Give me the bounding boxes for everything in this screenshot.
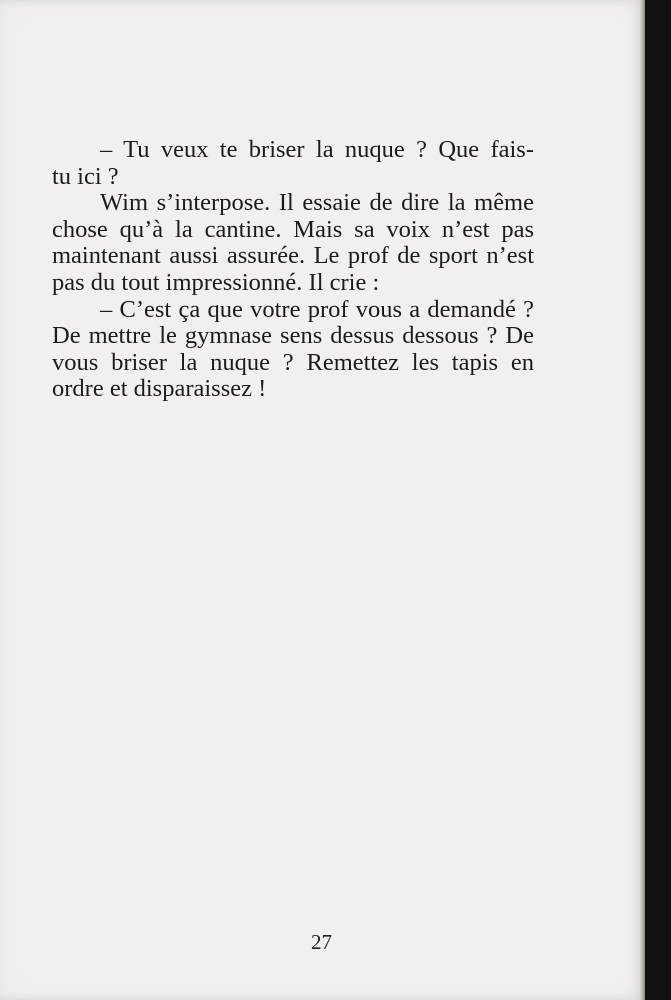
body-text bbox=[52, 137, 534, 403]
text-line: pas du tout impressionné. Il crie : bbox=[52, 268, 380, 296]
text-line: chose qu’à la cantine. Mais sa voix n’est pas bbox=[52, 215, 534, 243]
page-number: 27 bbox=[311, 930, 332, 954]
text-line: Wim s’interpose. Il essaie de dire la même bbox=[100, 189, 534, 217]
text-line: vous briser la nuque ? Remettez les tapis en bbox=[52, 348, 534, 376]
text-line: – Tu veux te briser la nuque ? Que fais- bbox=[100, 136, 534, 163]
page-edge-shadow bbox=[640, 0, 645, 1000]
text-line: maintenant aussi assurée. Le prof de sport n’est bbox=[52, 242, 534, 270]
text-line: De mettre le gymnase sens dessus dessous ? De bbox=[52, 322, 534, 350]
text-line: ordre et disparaissez ! bbox=[52, 375, 267, 403]
text-line: tu ici ? bbox=[52, 162, 119, 190]
text-line: – C’est ça que votre prof vous a demandé ? bbox=[100, 295, 534, 323]
